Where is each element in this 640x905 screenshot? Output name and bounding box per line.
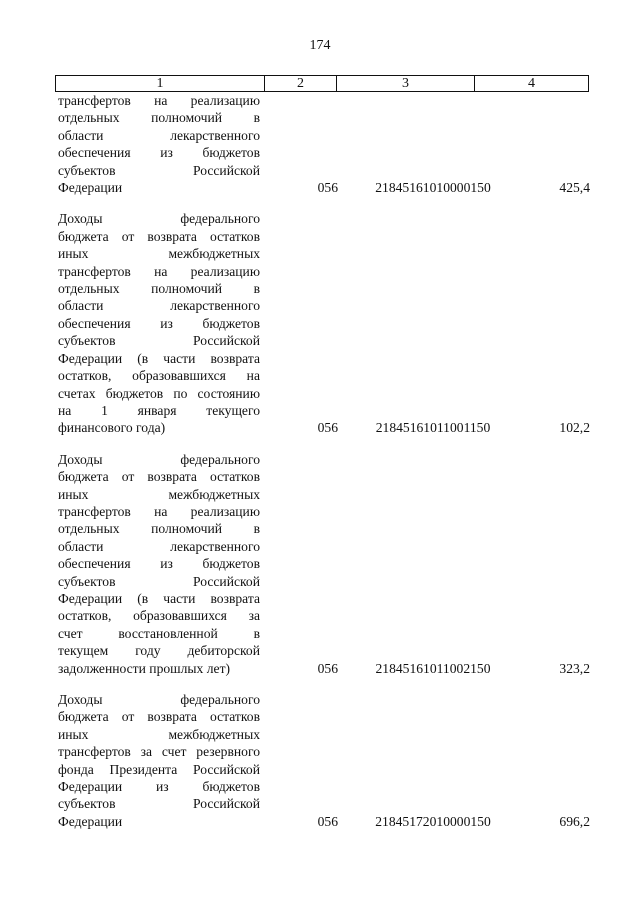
description-line: счетах бюджетов по состоянию [58, 385, 260, 401]
description-line: трансфертов на реализацию [58, 263, 260, 279]
amount: 323,2 [559, 660, 590, 676]
page-number: 174 [309, 38, 331, 53]
amount: 425,4 [559, 180, 590, 196]
description-line: субъектов Российской [58, 796, 260, 812]
amount: 696,2 [559, 813, 590, 829]
admin-code: 056 [317, 180, 338, 196]
description-line: области лекарственного [58, 298, 260, 314]
header-col-2: 2 [265, 76, 337, 91]
description-line: субъектов Российской [58, 333, 260, 349]
budget-classification-code: 21845161010000150 [375, 180, 491, 196]
description-line: бюджета от возврата остатков [58, 709, 260, 725]
budget-classification-code: 21845172010000150 [375, 813, 491, 829]
admin-code: 056 [317, 420, 338, 436]
amount: 102,2 [559, 420, 590, 436]
table-header [55, 75, 589, 92]
description-line: Федерации [58, 180, 123, 196]
description-line: текущем году дебиторской [58, 643, 260, 659]
description-line: бюджета от возврата остатков [58, 228, 260, 244]
description-line: трансфертов на реализацию [58, 503, 260, 519]
description-line: обеспечения из бюджетов [58, 145, 260, 161]
description-line: иных межбюджетных [58, 726, 260, 742]
description-line: трансфертов на реализацию [58, 93, 260, 108]
description-line: Федерации (в части возврата [58, 590, 260, 606]
description-line: финансового года) [58, 420, 166, 436]
description-line: обеспечения из бюджетов [58, 556, 260, 572]
description-line: задолженности прошлых лет) [58, 660, 231, 676]
description-line: Федерации из бюджетов [58, 779, 260, 795]
description-line: области лекарственного [58, 127, 260, 143]
description-line: фонда Президента Российской [58, 761, 260, 777]
header-col-3: 3 [337, 76, 475, 91]
description-line: остатков, образовавшихся за [58, 608, 260, 624]
description-line: Федерации [58, 813, 123, 829]
description-line: субъектов Российской [58, 573, 260, 589]
row-description [58, 691, 260, 830]
table-body [58, 92, 590, 844]
description-line: трансфертов за счет резервного [58, 744, 260, 760]
description-line: Доходы федерального [58, 211, 260, 227]
description-line: отдельных полномочий в [58, 110, 260, 126]
description-line: отдельных полномочий в [58, 281, 260, 297]
description-line: остатков, образовавшихся на [58, 368, 260, 384]
description-line: обеспечения из бюджетов [58, 315, 260, 331]
description-line: Федерации (в части возврата [58, 350, 260, 366]
budget-classification-code: 21845161011001150 [375, 420, 491, 436]
description-line: области лекарственного [58, 538, 260, 554]
table-row [58, 92, 590, 196]
admin-code: 056 [317, 813, 338, 829]
budget-classification-code: 21845161011002150 [375, 660, 491, 676]
description-line: иных межбюджетных [58, 486, 260, 502]
row-description [58, 451, 260, 677]
description-line: бюджета от возврата остатков [58, 469, 260, 485]
table-row [58, 451, 590, 677]
table-row [58, 210, 590, 436]
description-line: счет восстановленной в [58, 625, 260, 641]
description-line: Доходы федерального [58, 451, 260, 467]
description-line: отдельных полномочий в [58, 521, 260, 537]
table-row [58, 691, 590, 830]
description-line: иных межбюджетных [58, 246, 260, 262]
row-description [58, 92, 260, 196]
description-line: субъектов Российской [58, 162, 260, 178]
header-col-1: 1 [56, 76, 265, 91]
description-line: Доходы федерального [58, 692, 260, 707]
admin-code: 056 [317, 660, 338, 676]
header-col-4: 4 [528, 76, 535, 91]
row-description [58, 210, 260, 436]
description-line: на 1 января текущего [58, 402, 260, 418]
